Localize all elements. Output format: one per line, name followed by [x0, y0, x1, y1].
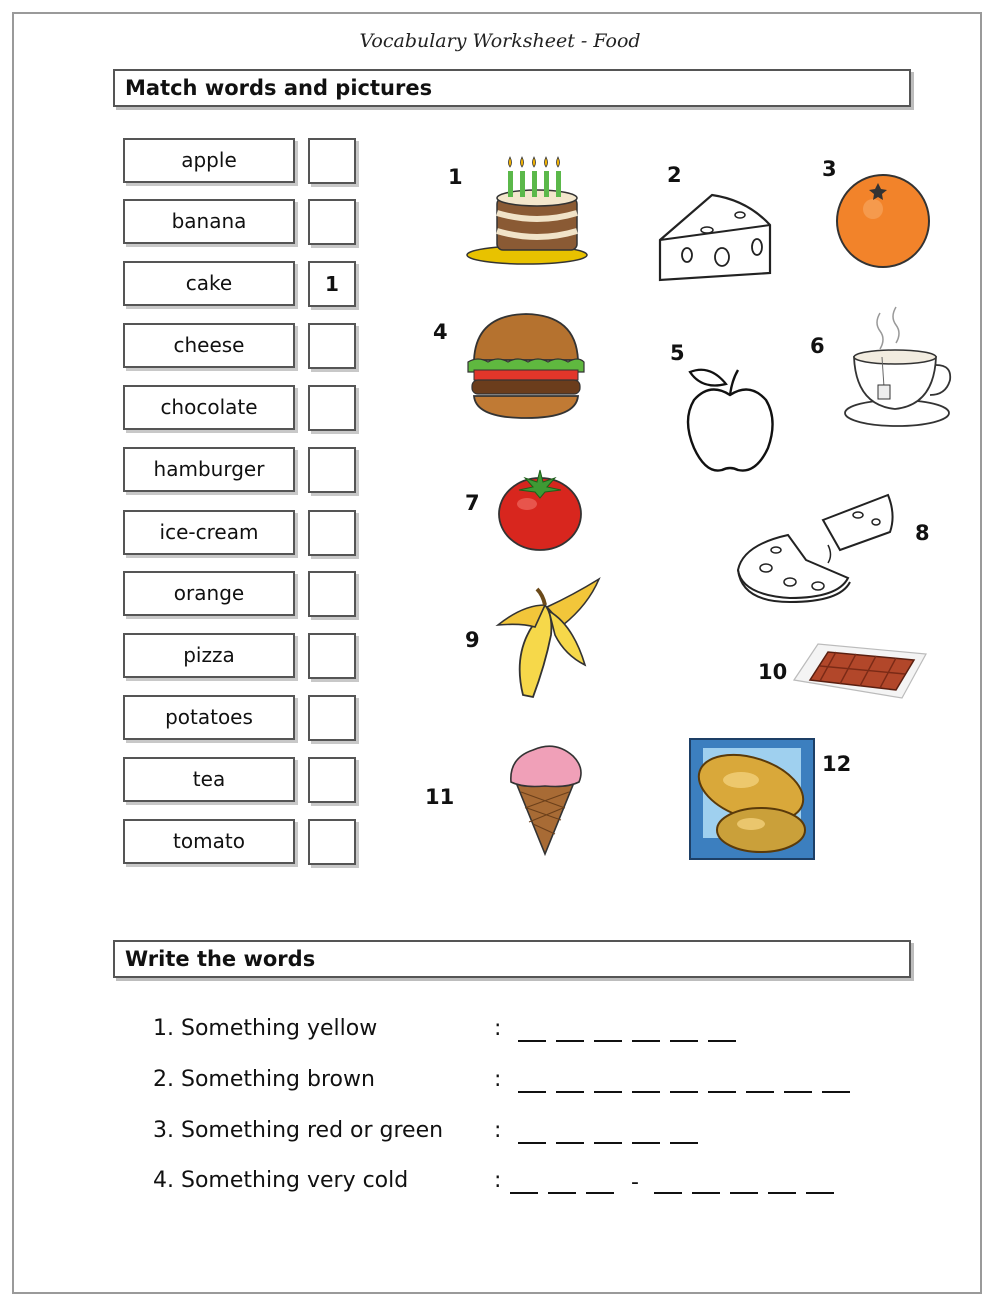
pizza-icon [728, 490, 898, 605]
picture-number-4: 4 [433, 320, 448, 344]
answer-box-orange[interactable] [308, 571, 356, 617]
word-box-banana: banana [123, 199, 295, 244]
answer-box-ice-cream[interactable] [308, 510, 356, 556]
picture-number-11: 11 [425, 785, 455, 809]
question-text: Something yellow [181, 1016, 378, 1041]
word-box-tomato: tomato [123, 819, 295, 864]
question-colon: : [494, 1118, 502, 1143]
hamburger-icon [462, 310, 590, 422]
worksheet-title: Vocabulary Worksheet - Food [359, 30, 641, 52]
question-text: Something very cold [181, 1168, 409, 1193]
birthday-cake-icon [462, 143, 592, 268]
question-number: 2. [153, 1067, 174, 1092]
word-box-chocolate: chocolate [123, 385, 295, 430]
picture-number-8: 8 [915, 521, 930, 545]
answer-blank-3[interactable] [516, 1126, 706, 1146]
picture-number-1: 1 [448, 165, 463, 189]
question-colon: : [494, 1016, 502, 1041]
section-match-heading: Match words and pictures [113, 69, 911, 107]
answer-box-cheese[interactable] [308, 323, 356, 369]
picture-number-7: 7 [465, 491, 480, 515]
answer-box-apple[interactable] [308, 138, 356, 184]
word-box-tea: tea [123, 757, 295, 802]
ice-cream-icon [505, 738, 585, 858]
word-box-ice-cream: ice-cream [123, 510, 295, 555]
answer-box-potatoes[interactable] [308, 695, 356, 741]
answer-box-banana[interactable] [308, 199, 356, 245]
answer-box-hamburger[interactable] [308, 447, 356, 493]
question-1 [153, 1016, 377, 1041]
answer-blank-2[interactable] [516, 1075, 856, 1095]
potatoes-icon [689, 738, 815, 860]
question-number: 4. [153, 1168, 174, 1193]
word-box-cheese: cheese [123, 323, 295, 368]
answer-box-chocolate[interactable] [308, 385, 356, 431]
question-colon: : [494, 1168, 502, 1193]
question-text: Something brown [181, 1067, 375, 1092]
question-number: 1. [153, 1016, 174, 1041]
tomato-icon [495, 462, 585, 552]
hyphen: - [631, 1170, 639, 1195]
answer-blank-4a[interactable] [508, 1176, 620, 1196]
chocolate-bar-icon [790, 640, 930, 702]
question-number: 3. [153, 1118, 174, 1143]
question-4 [153, 1168, 408, 1193]
picture-number-9: 9 [465, 628, 480, 652]
tea-cup-icon [840, 305, 955, 430]
cheese-icon [652, 185, 777, 285]
word-box-apple: apple [123, 138, 295, 183]
picture-number-5: 5 [670, 341, 685, 365]
answer-box-tea[interactable] [308, 757, 356, 803]
answer-blank-1[interactable] [516, 1024, 746, 1044]
word-box-hamburger: hamburger [123, 447, 295, 492]
word-box-orange: orange [123, 571, 295, 616]
answer-box-pizza[interactable] [308, 633, 356, 679]
question-2 [153, 1067, 375, 1092]
answer-box-tomato[interactable] [308, 819, 356, 865]
word-box-pizza: pizza [123, 633, 295, 678]
question-colon: : [494, 1067, 502, 1092]
word-box-cake: cake [123, 261, 295, 306]
picture-number-12: 12 [822, 752, 852, 776]
picture-number-2: 2 [667, 163, 682, 187]
banana-icon [493, 575, 605, 705]
question-3 [153, 1118, 443, 1143]
picture-number-10: 10 [758, 660, 788, 684]
word-box-potatoes: potatoes [123, 695, 295, 740]
question-text: Something red or green [181, 1118, 444, 1143]
picture-number-3: 3 [822, 157, 837, 181]
orange-icon [833, 171, 933, 271]
picture-number-6: 6 [810, 334, 825, 358]
apple-icon [680, 360, 780, 480]
answer-box-cake[interactable]: 1 [308, 261, 356, 307]
answer-blank-4b[interactable] [652, 1176, 842, 1196]
section-write-heading: Write the words [113, 940, 911, 978]
